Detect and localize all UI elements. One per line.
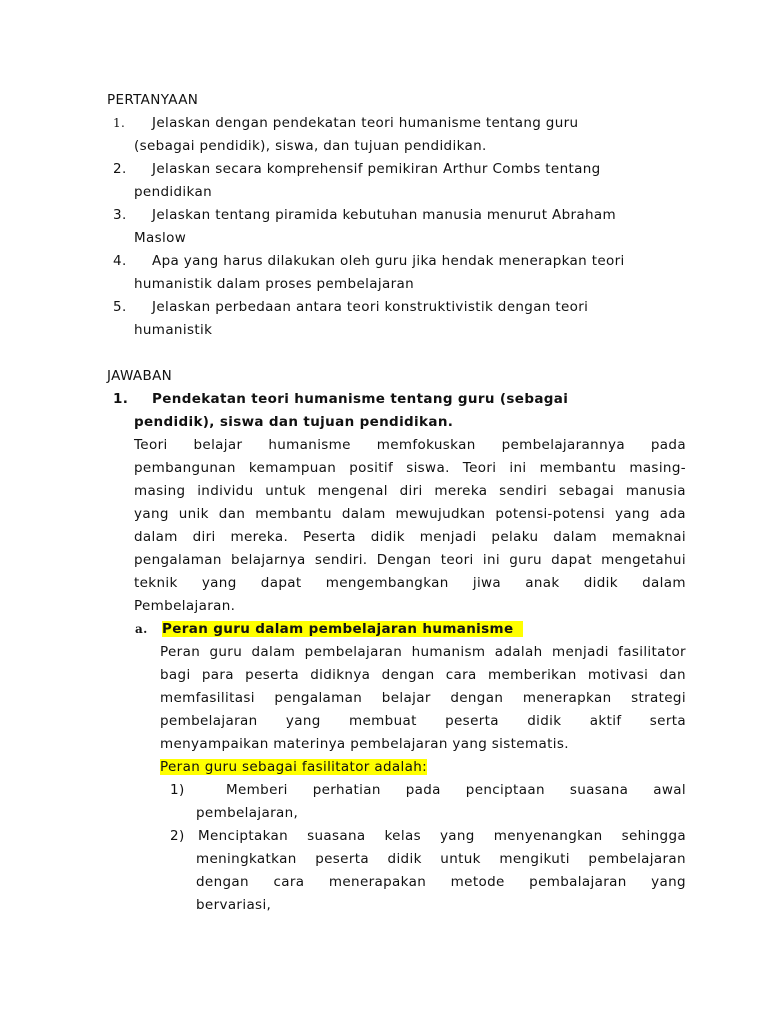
word: unik (178, 506, 209, 522)
word: peserta (445, 713, 499, 729)
word: metode (450, 874, 505, 890)
word: yang (651, 874, 686, 890)
answer-1-paragraph-line-2 (134, 458, 686, 478)
word: pembelajaran (160, 713, 258, 729)
facilitator-heading-highlight: Peran guru sebagai fasilitator adalah: (160, 759, 428, 775)
word: strategi (631, 690, 686, 706)
word: dan (218, 506, 246, 522)
word: diri (192, 529, 216, 545)
word: menerapkan (522, 690, 612, 706)
word: sendiri (499, 483, 548, 499)
sub-a-paragraph-line-2 (160, 665, 686, 685)
word: membantu (255, 506, 332, 522)
word: memberikan (487, 667, 577, 683)
word: adalah (494, 644, 543, 660)
word: fasilitator (618, 644, 686, 660)
word: pembelajarannya (501, 437, 625, 453)
question-2-number: 2. (113, 161, 127, 177)
word: menerapakan (328, 874, 427, 890)
word: didik (527, 713, 562, 729)
word: pada (405, 782, 441, 798)
question-1-number: 1. (113, 116, 126, 130)
word: memaknai (611, 529, 686, 545)
word: kelas (384, 828, 421, 844)
word: menyenangkan (493, 828, 603, 844)
answer-1-paragraph-line-3 (134, 481, 686, 501)
word: yang (134, 506, 169, 522)
word: pembelajaran (588, 851, 686, 867)
role-2-line-4: bervariasi, (196, 897, 272, 913)
question-3-line-2: Maslow (134, 230, 187, 246)
question-1-line-1: Jelaskan dengan pendekatan teori humanisme tentang guru (152, 115, 579, 131)
word: cara (445, 667, 477, 683)
sub-a-paragraph-line-3 (160, 688, 686, 708)
word: serta (649, 713, 686, 729)
answers-heading: JAWABAN (107, 368, 173, 384)
word: suasana (569, 782, 629, 798)
sub-a-paragraph-line-5: menyampaikan materinya pembelajaran yang sistematis. (160, 736, 569, 752)
word: memfokuskan (376, 437, 476, 453)
role-2-line-2 (196, 849, 686, 869)
word: humanism (411, 644, 486, 660)
word: siswa. (406, 460, 450, 476)
word: Teori (134, 437, 168, 453)
word: penciptaan (465, 782, 545, 798)
sub-a-title (162, 619, 523, 639)
word: dengan (381, 667, 435, 683)
answer-1-paragraph-line-7 (134, 573, 686, 593)
answer-1-paragraph-line-5 (134, 527, 686, 547)
word: didik (583, 575, 618, 591)
word: yang (439, 828, 475, 844)
word: awal (653, 782, 686, 798)
word: didiknya (310, 667, 371, 683)
word: memfasilitasi (160, 690, 255, 706)
word: pembangunan (134, 460, 236, 476)
word: Teori (462, 460, 497, 476)
word: para (201, 667, 234, 683)
sub-a-paragraph-line-4 (160, 711, 686, 731)
word: yang (201, 575, 237, 591)
word: jiwa (472, 575, 502, 591)
word: mengenal (317, 483, 388, 499)
word: motivasi (587, 667, 649, 683)
word: sehingga (621, 828, 686, 844)
word: sendiri. (314, 552, 368, 568)
word: belajar (381, 690, 431, 706)
word: ada (659, 506, 686, 522)
word: potensi-potensi (495, 506, 606, 522)
answer-1-title-line-1: Pendekatan teori humanisme tentang guru (sebagai (152, 391, 569, 407)
word: aktif (589, 713, 622, 729)
word: dalam (134, 529, 178, 545)
word: mewujudkan (395, 506, 486, 522)
word: guru (209, 644, 243, 660)
questions-heading: PERTANYAAN (107, 92, 199, 108)
word: suasana (307, 828, 366, 844)
answer-1-number: 1. (113, 391, 129, 407)
word: Peserta (302, 529, 356, 545)
word: masing- (629, 460, 686, 476)
question-5-number: 5. (113, 299, 127, 315)
word: pada (650, 437, 686, 453)
word: dan (659, 667, 686, 683)
word: guru (509, 552, 542, 568)
word: bagi (160, 667, 191, 683)
word: mereka (434, 483, 488, 499)
word: kemampuan (248, 460, 337, 476)
word: dalam (341, 506, 386, 522)
role-2-number: 2) (170, 828, 185, 844)
question-4-line-1: Apa yang harus dilakukan oleh guru jika hendak menerapkan teori (152, 253, 625, 269)
answer-1-paragraph-line-1 (134, 435, 686, 455)
word: mengetahui (601, 552, 686, 568)
word: manusia (625, 483, 686, 499)
word: pengalaman (274, 690, 363, 706)
word: pengalaman (134, 552, 222, 568)
sub-a-paragraph-line-1 (160, 642, 686, 662)
word: humanisme (268, 437, 351, 453)
word: Dengan (376, 552, 432, 568)
word: dalam (642, 575, 686, 591)
question-1-line-2: (sebagai pendidik), siswa, dan tujuan pendidikan. (134, 138, 487, 154)
word: dalam (251, 644, 296, 660)
word: individu (197, 483, 254, 499)
word: teknik (134, 575, 178, 591)
word: Memberi (226, 782, 288, 798)
question-2-line-1: Jelaskan secara komprehensif pemikiran Arthur Combs tentang (152, 161, 601, 177)
word: didik (387, 851, 422, 867)
word: anak (525, 575, 560, 591)
role-1-number: 1) (170, 782, 185, 798)
word: pembalajaran (529, 874, 627, 890)
word: pelaku (491, 529, 539, 545)
word: mereka. (230, 529, 289, 545)
question-4-line-2: humanistik dalam proses pembelajaran (134, 276, 415, 292)
word: dapat (260, 575, 302, 591)
question-4-number: 4. (113, 253, 127, 269)
word: sebagai (558, 483, 615, 499)
word: peserta (245, 667, 299, 683)
question-5-line-1: Jelaskan perbedaan antara teori konstruktivistik dengan teori (152, 299, 589, 315)
word: membuat (349, 713, 417, 729)
word: positif (349, 460, 394, 476)
word: membantu (539, 460, 617, 476)
word: Peran (160, 644, 201, 660)
word: yang (285, 713, 321, 729)
word: mengembangkan (325, 575, 449, 591)
word: didik (370, 529, 405, 545)
word: masing (134, 483, 186, 499)
word: untuk (440, 851, 481, 867)
word: perhatian (312, 782, 381, 798)
word: ini (509, 460, 527, 476)
word: menjadi (419, 529, 477, 545)
word: pembelajaran (304, 644, 403, 660)
answer-1-paragraph-line-8: Pembelajaran. (134, 598, 236, 614)
answer-1-paragraph-line-6 (134, 550, 686, 570)
word: dengan (196, 874, 249, 890)
question-2-line-2: pendidikan (134, 184, 212, 200)
question-3-number: 3. (113, 207, 127, 223)
sub-a-title-highlight: Peran guru dalam pembelajaran humanisme (162, 621, 523, 637)
word: diri (399, 483, 423, 499)
role-1-line-1 (226, 780, 686, 800)
word: teori (440, 552, 474, 568)
word: menjadi (551, 644, 609, 660)
word: dengan (450, 690, 504, 706)
word: cara (273, 874, 305, 890)
word: meningkatkan (196, 851, 297, 867)
role-2-line-1 (198, 826, 686, 846)
word: dalam (553, 529, 597, 545)
role-2-line-3 (196, 872, 686, 892)
word: dapat (551, 552, 592, 568)
facilitator-heading (160, 757, 427, 777)
word: untuk (265, 483, 306, 499)
answer-1-paragraph-line-4 (134, 504, 686, 524)
word: belajar (193, 437, 243, 453)
word: Menciptakan (198, 828, 289, 844)
word: peserta (315, 851, 369, 867)
word: mengikuti (499, 851, 570, 867)
word: ini (482, 552, 500, 568)
word: belajarnya (231, 552, 306, 568)
question-3-line-1: Jelaskan tentang piramida kebutuhan manusia menurut Abraham (152, 207, 617, 223)
question-5-line-2: humanistik (134, 322, 213, 338)
answer-1-title-line-2: pendidik), siswa dan tujuan pendidikan. (134, 414, 454, 430)
word: yang (614, 506, 650, 522)
sub-a-letter: a. (135, 622, 148, 636)
role-1-line-2: pembelajaran, (196, 805, 299, 821)
